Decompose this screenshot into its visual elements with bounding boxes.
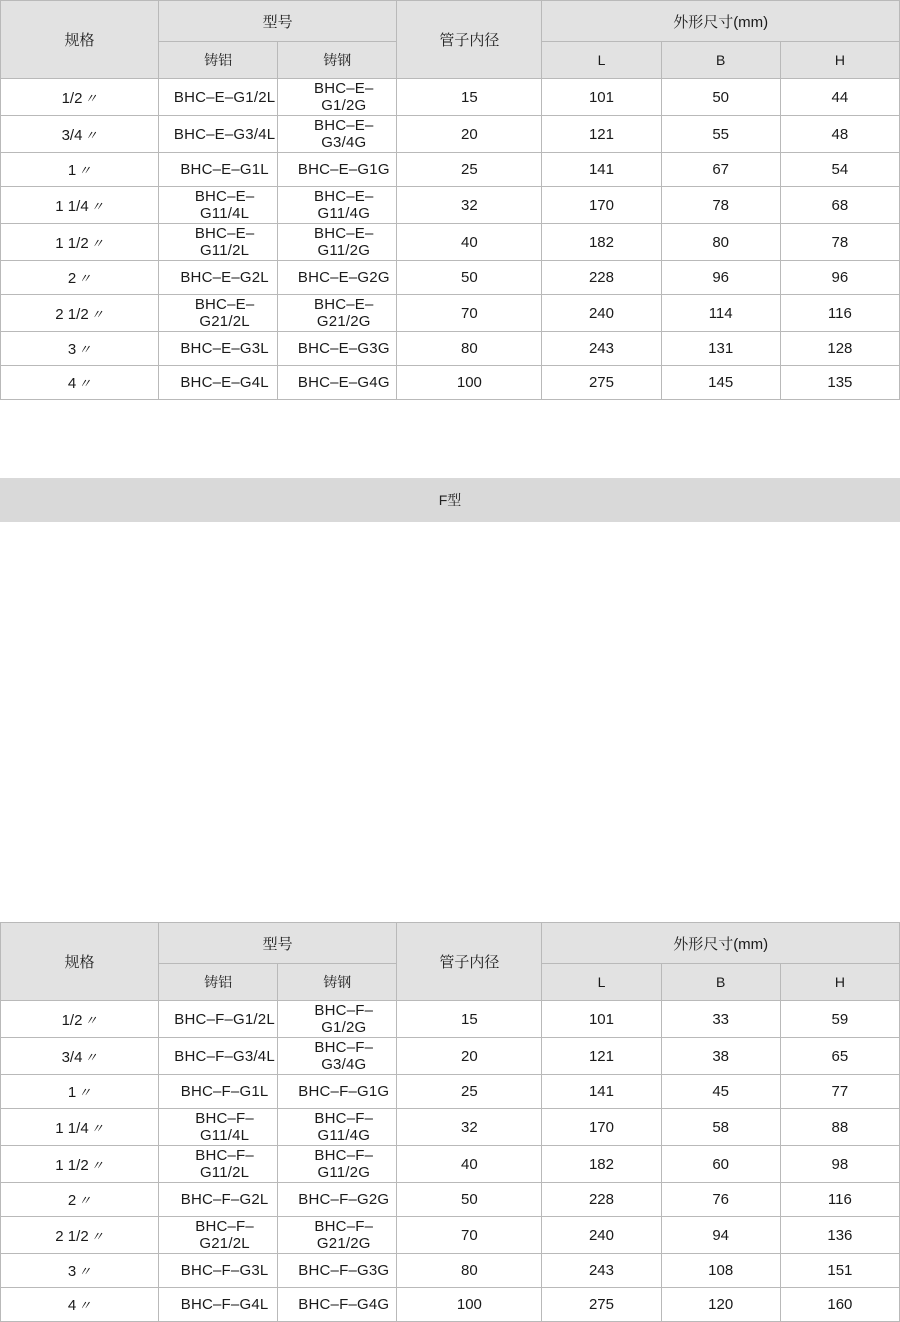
inch-mark: 〃 [78,1193,92,1208]
inch-mark: 〃 [78,271,92,286]
cell-dim-b: 96 [661,261,780,295]
cell-inner-diameter: 50 [397,261,542,295]
cell-spec: 2 1/2 〃 [1,1217,159,1254]
table-row [1,332,900,366]
header-dim-h: H [780,964,899,1001]
table-row [1,261,900,295]
cell-spec: 3 〃 [1,1254,159,1288]
header-model-aluminum: 铸铝 [159,42,278,79]
inch-mark: 〃 [84,1049,98,1065]
cell-dim-l: 182 [542,224,661,261]
cell-spec: 1 1/4 〃 [1,1109,159,1146]
cell-inner-diameter: 40 [397,224,542,261]
table-row [1,224,900,261]
cell-inner-diameter: 100 [397,1288,542,1322]
inch-mark: 〃 [78,1085,92,1100]
inch-mark: 〃 [78,163,92,178]
table-row [1,187,900,224]
cell-dim-b: 78 [661,187,780,224]
inch-mark: 〃 [90,306,104,322]
cell-model-steel: BHC–F–G2G [278,1183,397,1217]
cell-dim-b: 33 [661,1001,780,1038]
cell-dim-b: 108 [661,1254,780,1288]
cell-model-steel: BHC–F–G11/4G [278,1109,397,1146]
cell-dim-l: 121 [542,116,661,153]
table-e-body [1,79,900,400]
cell-inner-diameter: 40 [397,1146,542,1183]
cell-spec: 2 〃 [1,261,159,295]
spec-table-e [0,0,900,400]
header-dim-l: L [542,964,661,1001]
cell-dim-h: 96 [780,261,899,295]
inch-mark: 〃 [84,127,98,143]
cell-model-steel: BHC–F–G21/2G [278,1217,397,1254]
cell-dim-h: 136 [780,1217,899,1254]
table-row [1,1109,900,1146]
cell-dim-l: 275 [542,366,661,400]
table-row [1,1146,900,1183]
table-row [1,79,900,116]
cell-model-aluminum: BHC–F–G3L [159,1254,278,1288]
inch-mark: 〃 [84,1012,98,1028]
product-drawings [0,522,900,922]
cell-spec: 4 〃 [1,1288,159,1322]
header-model: 型号 [159,1,397,42]
cell-model-aluminum: BHC–E–G1/2L [159,79,278,116]
cell-inner-diameter: 80 [397,332,542,366]
cell-dim-h: 77 [780,1075,899,1109]
table-row [1,1038,900,1075]
table-row [1,1075,900,1109]
cell-spec: 4 〃 [1,366,159,400]
cell-model-steel: BHC–E–G3G [278,332,397,366]
cell-inner-diameter: 100 [397,366,542,400]
table-e-head [1,1,900,79]
cell-model-steel: BHC–E–G3/4G [278,116,397,153]
spec-table-f [0,922,900,1322]
table-row [1,1217,900,1254]
table-row [1,1288,900,1322]
cell-model-aluminum: BHC–E–G1L [159,153,278,187]
cell-dim-b: 80 [661,224,780,261]
cell-spec: 1/2 〃 [1,79,159,116]
cell-model-steel: BHC–E–G2G [278,261,397,295]
cell-inner-diameter: 80 [397,1254,542,1288]
cell-dim-b: 38 [661,1038,780,1075]
cell-dim-l: 275 [542,1288,661,1322]
cell-model-steel: BHC–F–G1G [278,1075,397,1109]
cell-dim-h: 78 [780,224,899,261]
cell-dim-h: 88 [780,1109,899,1146]
cell-spec: 1/2 〃 [1,1001,159,1038]
cell-dim-b: 55 [661,116,780,153]
cell-inner-diameter: 25 [397,1075,542,1109]
table-e-header-row-1 [1,1,900,42]
cell-spec: 3/4 〃 [1,1038,159,1075]
cell-model-aluminum: BHC–E–G3L [159,332,278,366]
type-band [0,478,900,522]
cell-dim-h: 48 [780,116,899,153]
cell-dim-b: 131 [661,332,780,366]
cell-dim-l: 121 [542,1038,661,1075]
cell-model-steel: BHC–E–G21/2G [278,295,397,332]
table-row [1,366,900,400]
section-spacer [0,400,900,478]
cell-model-aluminum: BHC–F–G21/2L [159,1217,278,1254]
cell-dim-l: 170 [542,1109,661,1146]
cell-model-aluminum: BHC–E–G3/4L [159,116,278,153]
cell-model-aluminum: BHC–F–G1/2L [159,1001,278,1038]
cell-dim-l: 170 [542,187,661,224]
cell-inner-diameter: 20 [397,1038,542,1075]
cell-spec: 2 1/2 〃 [1,295,159,332]
cell-inner-diameter: 25 [397,153,542,187]
cell-model-aluminum: BHC–F–G3/4L [159,1038,278,1075]
cell-dim-h: 116 [780,295,899,332]
cell-dim-h: 160 [780,1288,899,1322]
cell-dim-b: 145 [661,366,780,400]
table-row [1,1001,900,1038]
cell-model-aluminum: BHC–E–G2L [159,261,278,295]
header-spec: 规格 [1,923,159,1001]
cell-spec: 1 1/4 〃 [1,187,159,224]
table-f-head [1,923,900,1001]
header-inner-diameter: 管子内径 [397,923,542,1001]
cell-dim-b: 50 [661,79,780,116]
inch-mark: 〃 [90,1228,104,1244]
cell-dim-b: 67 [661,153,780,187]
cell-spec: 1 〃 [1,153,159,187]
cell-dim-b: 58 [661,1109,780,1146]
cell-model-aluminum: BHC–F–G4L [159,1288,278,1322]
cell-dim-l: 240 [542,1217,661,1254]
inch-mark: 〃 [78,1298,92,1313]
table-row [1,1254,900,1288]
table-row [1,1183,900,1217]
table-f-header-row-1 [1,923,900,964]
cell-model-steel: BHC–E–G11/2G [278,224,397,261]
cell-model-aluminum: BHC–F–G11/4L [159,1109,278,1146]
cell-model-steel: BHC–E–G1/2G [278,79,397,116]
cell-inner-diameter: 15 [397,1001,542,1038]
cell-dim-l: 101 [542,1001,661,1038]
header-inner-diameter: 管子内径 [397,1,542,79]
cell-model-aluminum: BHC–E–G11/2L [159,224,278,261]
cell-dim-h: 135 [780,366,899,400]
header-model-aluminum: 铸铝 [159,964,278,1001]
cell-dim-b: 120 [661,1288,780,1322]
cell-dim-l: 182 [542,1146,661,1183]
cell-dim-b: 94 [661,1217,780,1254]
header-dim-h: H [780,42,899,79]
cell-dim-h: 98 [780,1146,899,1183]
cell-model-aluminum: BHC–E–G21/2L [159,295,278,332]
inch-mark: 〃 [90,1120,104,1136]
cell-model-aluminum: BHC–E–G11/4L [159,187,278,224]
cell-dim-l: 228 [542,1183,661,1217]
cell-dim-l: 101 [542,79,661,116]
drawing-svg [0,522,900,922]
cell-model-steel: BHC–E–G4G [278,366,397,400]
header-model-steel: 铸钢 [278,42,397,79]
cell-spec: 2 〃 [1,1183,159,1217]
table-row [1,295,900,332]
cell-dim-l: 228 [542,261,661,295]
inch-mark: 〃 [78,342,92,357]
cell-model-aluminum: BHC–F–G1L [159,1075,278,1109]
header-dim-b: B [661,42,780,79]
cell-dim-h: 116 [780,1183,899,1217]
cell-inner-diameter: 32 [397,187,542,224]
cell-inner-diameter: 70 [397,295,542,332]
cell-dim-h: 54 [780,153,899,187]
inch-mark: 〃 [90,198,104,214]
header-model: 型号 [159,923,397,964]
inch-mark: 〃 [78,1264,92,1279]
cell-dim-l: 243 [542,1254,661,1288]
header-spec: 规格 [1,1,159,79]
header-dim-b: B [661,964,780,1001]
cell-dim-h: 65 [780,1038,899,1075]
cell-spec: 1 1/2 〃 [1,224,159,261]
cell-dim-l: 141 [542,153,661,187]
cell-dim-b: 45 [661,1075,780,1109]
header-dimensions: 外形尺寸(mm) [542,1,900,42]
cell-dim-h: 44 [780,79,899,116]
cell-spec: 1 1/2 〃 [1,1146,159,1183]
cell-inner-diameter: 20 [397,116,542,153]
cell-inner-diameter: 70 [397,1217,542,1254]
cell-model-steel: BHC–E–G1G [278,153,397,187]
cell-dim-h: 68 [780,187,899,224]
header-dim-l: L [542,42,661,79]
inch-mark: 〃 [90,1157,104,1173]
cell-dim-l: 243 [542,332,661,366]
cell-model-steel: BHC–F–G11/2G [278,1146,397,1183]
table-f-body [1,1001,900,1322]
table-row [1,153,900,187]
cell-dim-b: 76 [661,1183,780,1217]
cell-model-steel: BHC–F–G4G [278,1288,397,1322]
cell-dim-b: 114 [661,295,780,332]
inch-mark: 〃 [84,90,98,106]
inch-mark: 〃 [90,235,104,251]
cell-dim-h: 151 [780,1254,899,1288]
cell-model-aluminum: BHC–E–G4L [159,366,278,400]
cell-inner-diameter: 15 [397,79,542,116]
header-dimensions: 外形尺寸(mm) [542,923,900,964]
cell-inner-diameter: 50 [397,1183,542,1217]
cell-model-steel: BHC–F–G3G [278,1254,397,1288]
cell-dim-h: 59 [780,1001,899,1038]
cell-dim-h: 128 [780,332,899,366]
cell-model-steel: BHC–F–G3/4G [278,1038,397,1075]
cell-spec: 3 〃 [1,332,159,366]
cell-dim-l: 240 [542,295,661,332]
table-row [1,116,900,153]
cell-inner-diameter: 32 [397,1109,542,1146]
cell-model-aluminum: BHC–F–G2L [159,1183,278,1217]
cell-spec: 3/4 〃 [1,116,159,153]
cell-dim-b: 60 [661,1146,780,1183]
cell-spec: 1 〃 [1,1075,159,1109]
cell-dim-l: 141 [542,1075,661,1109]
header-model-steel: 铸钢 [278,964,397,1001]
cell-model-steel: BHC–E–G11/4G [278,187,397,224]
cell-model-aluminum: BHC–F–G11/2L [159,1146,278,1183]
cell-model-steel: BHC–F–G1/2G [278,1001,397,1038]
inch-mark: 〃 [78,376,92,391]
type-band-label: F型 [438,492,462,508]
